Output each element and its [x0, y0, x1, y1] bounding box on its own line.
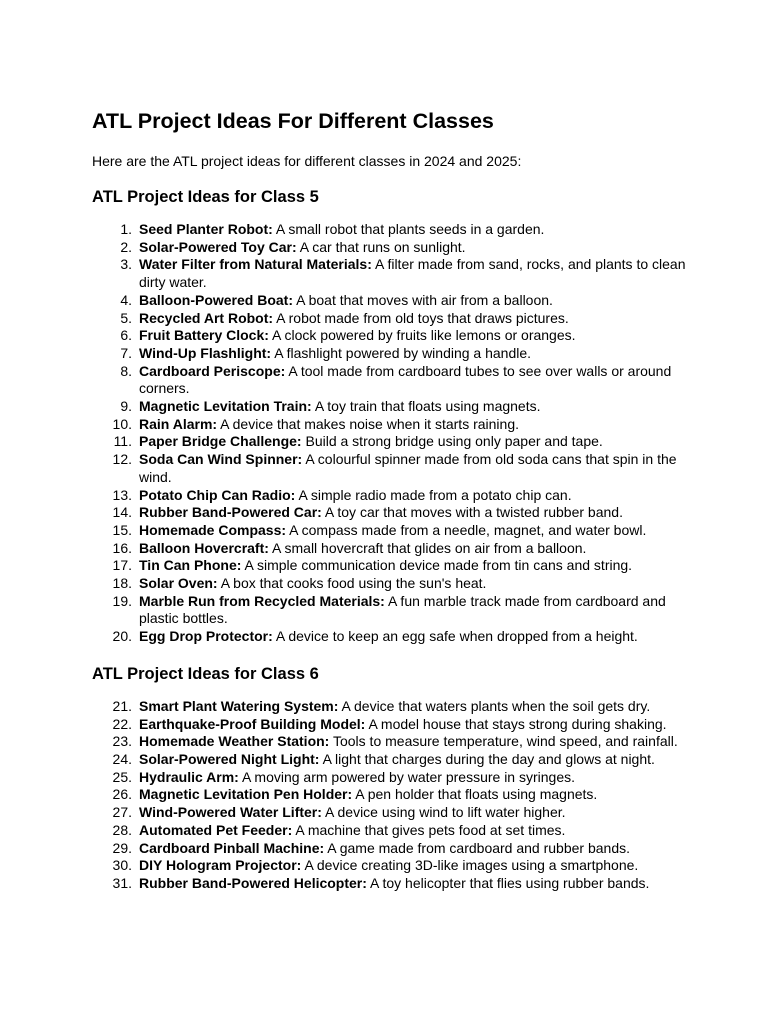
list-number: 27. [112, 804, 132, 821]
project-description: A colourful spinner made from old soda cans that spin in the wind. [139, 451, 677, 485]
list-item [92, 416, 688, 434]
list-item [92, 451, 688, 486]
list-number: 8. [120, 362, 132, 379]
list-item [92, 363, 688, 398]
project-description: A toy train that floats using magnets. [311, 398, 541, 415]
project-name: Earthquake-Proof Building Model: [139, 715, 366, 732]
project-name: Solar-Powered Toy Car: [139, 238, 297, 255]
list-number: 28. [112, 821, 132, 838]
list-number: 4. [120, 291, 132, 308]
project-name: Cardboard Pinball Machine: [139, 839, 325, 856]
list-number: 12. [112, 451, 132, 468]
project-description: A small hovercraft that glides on air from a balloon. [268, 539, 587, 556]
project-name: Potato Chip Can Radio: [139, 486, 296, 503]
list-number: 14. [112, 504, 132, 521]
project-name: Rubber Band-Powered Helicopter: [139, 874, 367, 891]
project-name: Wind-Powered Water Lifter: [139, 804, 322, 821]
list-item [92, 628, 688, 646]
project-description: A device creating 3D-like images using a smartphone. [301, 857, 639, 874]
list-item [92, 857, 688, 875]
project-list-class-6 [92, 698, 688, 893]
project-name: Marble Run from Recycled Materials: [139, 592, 385, 609]
list-item [92, 593, 688, 628]
project-name: Soda Can Wind Spinner: [139, 451, 303, 468]
project-name: Solar-Powered Night Light: [139, 750, 320, 767]
list-item [92, 310, 688, 328]
project-description: A device that makes noise when it starts raining. [217, 415, 519, 432]
project-description: A filter made from sand, rocks, and plants to clean dirty water. [139, 256, 686, 291]
project-name: Wind-Up Flashlight: [139, 344, 272, 361]
project-description: Tools to measure temperature, wind speed, and rainfall. [329, 733, 678, 750]
project-description: A moving arm powered by water pressure in syringes. [238, 768, 575, 785]
list-item [92, 769, 688, 787]
project-description: A toy helicopter that flies using rubber bands. [366, 874, 650, 891]
project-name: Rain Alarm: [139, 415, 218, 432]
project-name: Egg Drop Protector: [139, 628, 273, 645]
list-item [92, 221, 688, 239]
project-description: A flashlight powered by winding a handle. [271, 344, 532, 361]
list-number: 5. [120, 309, 132, 326]
list-item [92, 751, 688, 769]
project-name: Cardboard Periscope: [139, 362, 286, 379]
project-name: Seed Planter Robot: [139, 221, 273, 237]
project-description: A fun marble track made from cardboard and plastic bottles. [139, 592, 666, 627]
project-description: A machine that gives pets food at set times. [292, 821, 566, 838]
list-number: 9. [120, 398, 132, 415]
list-number: 30. [112, 857, 132, 874]
list-item [92, 487, 688, 505]
project-name: Balloon Hovercraft: [139, 539, 269, 556]
list-item [92, 822, 688, 840]
project-name: Magnetic Levitation Pen Holder: [139, 786, 353, 803]
project-description: A tool made from cardboard tubes to see over walls or around corners. [139, 362, 672, 397]
list-number: 21. [112, 697, 132, 714]
project-name: Homemade Weather Station: [139, 733, 330, 750]
project-name: DIY Hologram Projector: [139, 857, 302, 874]
list-item [92, 875, 688, 893]
list-number: 22. [112, 715, 132, 732]
list-number: 18. [112, 575, 132, 592]
list-item [92, 398, 688, 416]
list-item [92, 345, 688, 363]
list-item [92, 256, 688, 291]
project-description: A boat that moves with air from a balloon. [293, 291, 553, 308]
list-item [92, 540, 688, 558]
list-item [92, 292, 688, 310]
list-number: 19. [112, 592, 132, 609]
list-item [92, 327, 688, 345]
page-title: ATL Project Ideas For Different Classes [92, 109, 494, 133]
project-description: A model house that stays strong during shaking. [365, 715, 667, 732]
list-item [92, 804, 688, 822]
list-item [92, 433, 688, 451]
project-description: A device to keep an egg safe when dropped from a height. [272, 628, 638, 645]
list-item [92, 557, 688, 575]
list-number: 3. [120, 256, 132, 273]
project-description: A compass made from a needle, magnet, and water bowl. [286, 521, 647, 538]
project-description: A light that charges during the day and glows at night. [319, 750, 655, 767]
project-name: Rubber Band-Powered Car: [139, 504, 322, 521]
project-name: Automated Pet Feeder: [139, 821, 293, 838]
list-number: 11. [113, 433, 132, 450]
project-description: A simple communication device made from tin cans and string. [241, 557, 633, 574]
project-description: A simple radio made from a potato chip can. [295, 486, 572, 503]
project-description: A car that runs on sunlight. [296, 238, 466, 255]
list-number: 2. [120, 238, 132, 255]
list-number: 23. [112, 733, 132, 750]
project-name: Tin Can Phone: [139, 557, 242, 574]
list-number: 13. [112, 486, 132, 503]
list-item [92, 504, 688, 522]
project-description: A device using wind to lift water higher. [321, 804, 566, 821]
list-number: 15. [112, 521, 132, 538]
list-item [92, 786, 688, 804]
list-number: 1. [120, 221, 132, 237]
project-name: Recycled Art Robot: [139, 309, 274, 326]
list-item [92, 522, 688, 540]
list-item [92, 840, 688, 858]
project-description: A robot made from old toys that draws pictures. [273, 309, 569, 326]
list-item [92, 698, 688, 716]
project-description: A device that waters plants when the soil gets dry. [338, 697, 651, 714]
project-description: Build a strong bridge using only paper and tape. [301, 433, 603, 450]
project-description: A clock powered by fruits like lemons or oranges. [268, 327, 576, 344]
list-number: 10. [112, 415, 132, 432]
project-name: Balloon-Powered Boat: [139, 291, 294, 308]
project-description: A game made from cardboard and rubber bands. [324, 839, 630, 856]
project-name: Solar Oven: [139, 575, 218, 592]
list-number: 25. [112, 768, 132, 785]
project-description: A small robot that plants seeds in a garden. [272, 221, 545, 237]
list-number: 20. [112, 628, 132, 645]
project-name: Paper Bridge Challenge: [139, 433, 302, 450]
project-description: A pen holder that floats using magnets. [352, 786, 598, 803]
list-number: 24. [112, 750, 132, 767]
list-item [92, 716, 688, 734]
list-number: 29. [112, 839, 132, 856]
list-number: 26. [112, 786, 132, 803]
section-heading-class-5: ATL Project Ideas for Class 5 [92, 188, 319, 206]
list-number: 17. [112, 557, 132, 574]
project-list-class-5 [92, 221, 688, 646]
project-name: Fruit Battery Clock: [139, 327, 269, 344]
intro-paragraph: Here are the ATL project ideas for different classes in 2024 and 2025: [92, 153, 522, 169]
list-item [92, 239, 688, 257]
project-description: A toy car that moves with a twisted rubber band. [321, 504, 623, 521]
project-name: Homemade Compass: [139, 521, 287, 538]
list-number: 16. [112, 539, 132, 556]
project-name: Hydraulic Arm: [139, 768, 239, 785]
list-number: 31. [112, 874, 132, 891]
list-item [92, 733, 688, 751]
project-description: A box that cooks food using the sun's heat. [217, 575, 487, 592]
project-name: Smart Plant Watering System: [139, 697, 339, 714]
list-number: 6. [120, 327, 132, 344]
list-number: 7. [120, 344, 132, 361]
section-heading-class-6: ATL Project Ideas for Class 6 [92, 664, 319, 683]
project-name: Water Filter from Natural Materials: [139, 256, 372, 273]
project-name: Magnetic Levitation Train: [139, 398, 312, 415]
list-item [92, 575, 688, 593]
